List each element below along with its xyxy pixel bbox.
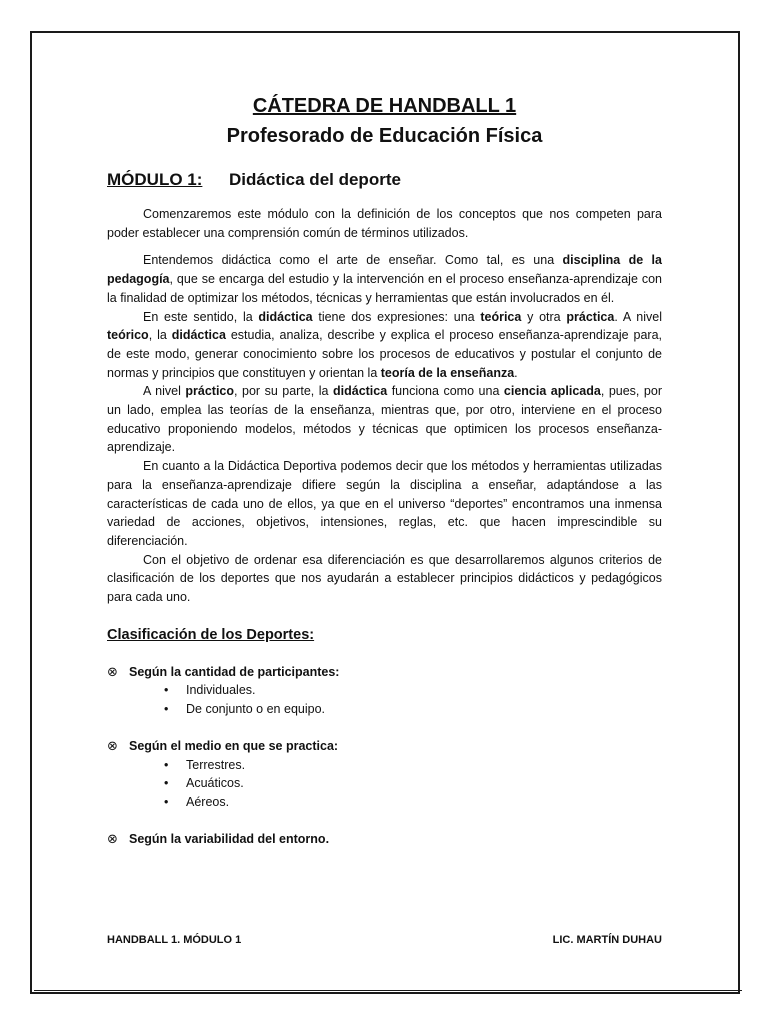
paragraph-objective: Con el objetivo de ordenar esa diferenciación es que desarrollaremos algunos criterios de clasificación de los deportes que nos ayudarán a establecer principios didácticos y pedagógicos para cada uno. [107,552,662,605]
circled-x-icon: ⊗ [107,737,118,753]
list-item: • Individuales. [107,681,662,700]
paragraph-intro: Comenzaremos este módulo con la definición de los conceptos que nos competen para poder establecer una comprensión común de términos utilizados. [107,207,662,240]
paragraph-definition: Entendemos didáctica como el arte de enseñar. Como tal, es una disciplina de la pedagogía, que se encarga del estudio y la intervención en el proceso enseñanza-aprendizaje con la finalidad de optimizar los métodos, técnicas y herramientas que están involucrados en él. [107,253,662,305]
criterion-environment [107,830,662,849]
footer-left: HANDBALL 1. MÓDULO 1 [107,934,242,946]
list-item: • De conjunto o en equipo. [107,700,662,719]
document-subtitle: Profesorado de Educación Física [226,125,543,147]
module-heading [107,168,662,192]
paragraph-practical: A nivel práctico, por su parte, la didáctica funciona como una ciencia aplicada, pues, por un lado, emplea las teorías de la enseñanza, mientras que, por otro, interviene en el proceso educativo proponiendo modelos, métodos y técnicas que optimicen los procesos enseñanza-aprendizaje. [107,384,662,455]
criterion-participants [107,663,662,682]
circled-x-icon: ⊗ [107,830,118,846]
footer-right: LIC. MARTÍN DUHAU [552,934,662,946]
criterion-medium-list [107,756,662,812]
criterion-participants-list [107,681,662,718]
module-label: MÓDULO 1: [107,170,203,189]
document-title: CÁTEDRA DE HANDBALL 1 [252,95,517,117]
list-item: • Terrestres. [107,756,662,775]
criterion-medium [107,737,662,756]
list-item: • Aéreos. [107,793,662,812]
paragraph-sports-didactics: En cuanto a la Didáctica Deportiva podemos decir que los métodos y herramientas utilizadas para la enseñanza-aprendizaje difiere según la disciplina a enseñar, adaptándose a las características de cada uno de ellos, ya que en el universo “deportes” encontramos una inmensa variedad de acciones, objetivos, intensiones, reglas, etc. que hacen imprescindible su diferenciación. [107,459,662,548]
page-footer [107,934,662,946]
criterion-label: Según el medio en que se practica: [129,738,339,753]
module-name: Didáctica del deporte [229,170,401,189]
classification-title: Clasificación de los Deportes: [107,626,315,643]
page-border-double-line [34,990,742,994]
criterion-label: Según la variabilidad del entorno. [129,831,330,846]
list-item: • Acuáticos. [107,774,662,793]
circled-x-icon: ⊗ [107,663,118,679]
document-body [107,92,662,848]
paragraph-expressions: En este sentido, la didáctica tiene dos expresiones: una teórica y otra práctica. A nivel teórico, la didáctica estudia, analiza, describe y explica el proceso enseñanza-aprendizaje para, de este modo, generar conocimiento sobre los procesos de educativos y postular el conjunto de normas y principios que constituyen y orientan la teoría de la enseñanza. [107,309,662,380]
criterion-label: Según la cantidad de participantes: [129,664,340,679]
